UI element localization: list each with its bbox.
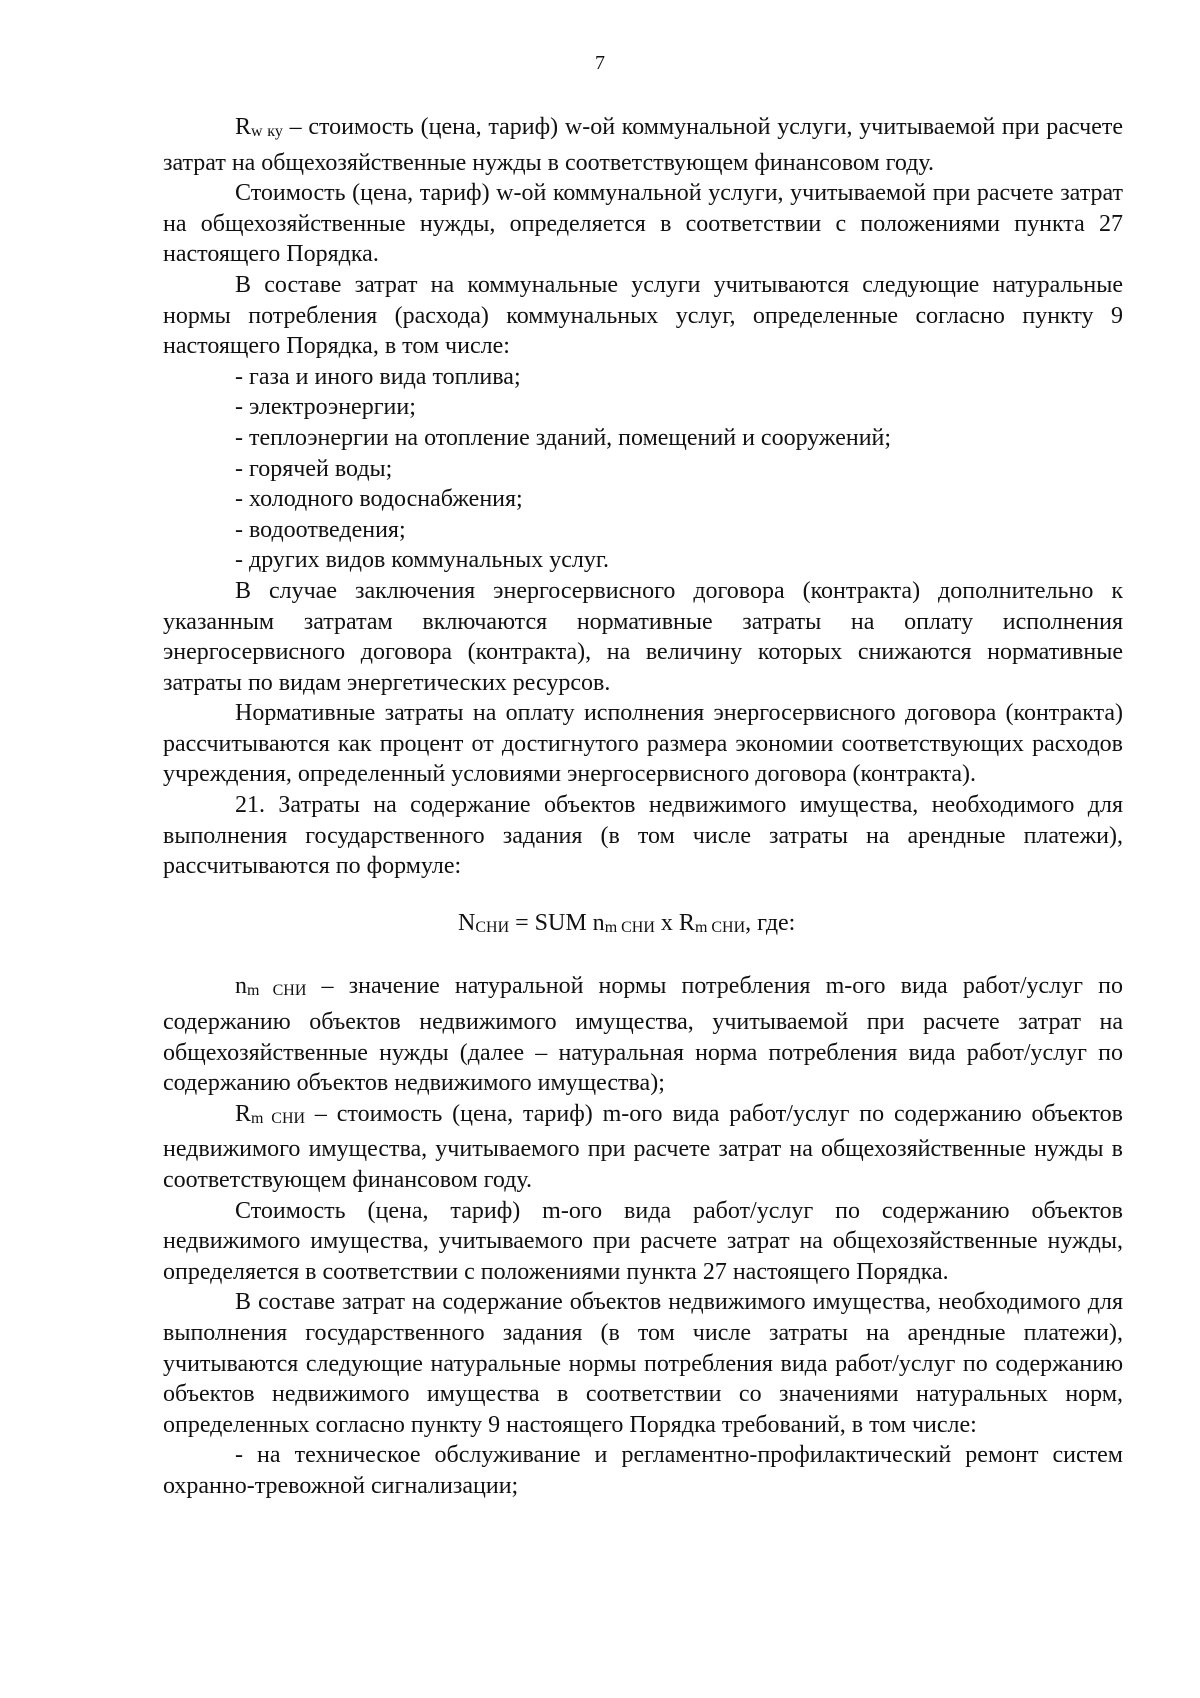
symbol-n: n	[235, 973, 247, 1000]
list-item: - холодного водоснабжения;	[235, 486, 523, 513]
paragraph-r-m-sni	[163, 1099, 1123, 1196]
paragraph-energy-service-contract: В случае заключения энергосервисного договора (контракта) дополнительно к указанным затратам включаются нормативные затраты на оплату исполнения энергосервисного договора (контракта), на величину которых снижаются нормативные затраты по видам энергетических ресурсов.	[163, 577, 1123, 696]
formula-times: x R	[654, 909, 695, 936]
paragraph-text: – стоимость (цена, тариф) w-ой коммунальной услуги, учитываемой при расчете затрат на общехозяйственные нужды в соответствующем финансовом году.	[163, 114, 1123, 176]
list-item: - электроэнергии;	[235, 394, 416, 421]
paragraph-cost-definition: Стоимость (цена, тариф) w-ой коммунальной услуги, учитываемой при расчете затрат на общехозяйственные нужды, определяется в соответствии с положениями пункта 27 настоящего Порядка.	[163, 180, 1123, 268]
list-item: - других видов коммунальных услуг.	[235, 547, 610, 574]
paragraph-energy-service-payment: Нормативные затраты на оплату исполнения энергосервисного договора (контракта) рассчитываются как процент от достигнутого размера экономии соответствующих расходов учреждения, определенный условиями энергосервисного договора (контракта).	[163, 700, 1123, 788]
paragraph-cost-works: Стоимость (цена, тариф) m-ого вида работ/услуг по содержанию объектов недвижимого имущества, учитываемого при расчете затрат на общехозяйственные нужды, определяется в соответствии с положениями пункта 27 настоящего Порядка.	[163, 1197, 1123, 1285]
paragraph-n-m-sni	[163, 971, 1123, 1098]
formula-tail: , где:	[745, 909, 796, 936]
list-item: - горячей воды;	[235, 455, 393, 482]
paragraph-utilities-norms: В составе затрат на коммунальные услуги учитываются следующие натуральные нормы потребления (расхода) коммунальных услуг, определенные согласно пункту 9 настоящего Порядка, в том числе:	[163, 271, 1123, 360]
document-body	[163, 112, 1123, 1502]
symbol-subscript: w ку	[251, 123, 283, 140]
symbol-r: R	[235, 114, 252, 140]
list-item: - теплоэнергии на отопление зданий, помещений и сооружений;	[235, 424, 892, 451]
list-item: - водоотведения;	[235, 516, 406, 543]
paragraph-clause-21: 21. Затраты на содержание объектов недвижимого имущества, необходимого для выполнения государственного задания (в том числе затраты на арендные платежи), рассчитываются по формуле:	[163, 792, 1123, 880]
paragraph-text: – стоимость (цена, тариф) m-ого вида работ/услуг по содержанию объектов недвижимого имущества, учитываемого при расчете затрат на общехозяйственные нужды в соответствующем финансовом году.	[163, 1100, 1123, 1193]
symbol-subscript: m СНИ	[251, 1109, 306, 1127]
page-number: 7	[595, 52, 605, 74]
symbol-r: R	[235, 1100, 252, 1127]
symbol-subscript: m СНИ	[247, 982, 307, 1000]
list-item: - газа и иного вида топлива;	[235, 363, 521, 390]
formula	[163, 908, 1123, 944]
formula-lhs: N	[458, 909, 476, 936]
paragraph-text: – значение натуральной нормы потребления m-ого вида работ/услуг по содержанию объектов недвижимого имущества, учитываемой при расчете затрат на общехозяйственные нужды (далее – натуральная норма потребления вида работ/услуг по содержанию объектов недвижимого имущества);	[163, 973, 1123, 1097]
paragraph-r-w-ku	[163, 112, 1123, 178]
formula-lhs-subscript: СНИ	[475, 918, 510, 936]
formula-r-subscript: m СНИ	[694, 918, 746, 936]
formula-sum: = SUM n	[509, 909, 605, 936]
formula-n-subscript: m СНИ	[604, 918, 655, 936]
list-item: - на техническое обслуживание и регламентно-профилактический ремонт систем охранно-тревожной сигнализации;	[163, 1442, 1123, 1499]
paragraph-maintenance-norms: В составе затрат на содержание объектов недвижимого имущества, необходимого для выполнения государственного задания (в том числе затраты на арендные платежи), учитываются следующие натуральные нормы потребления вида работ/услуг по содержанию объектов недвижимого имущества в соответствии со значениями натуральных норм, определенных согласно пункту 9 настоящего Порядка требований, в том числе:	[163, 1289, 1123, 1438]
